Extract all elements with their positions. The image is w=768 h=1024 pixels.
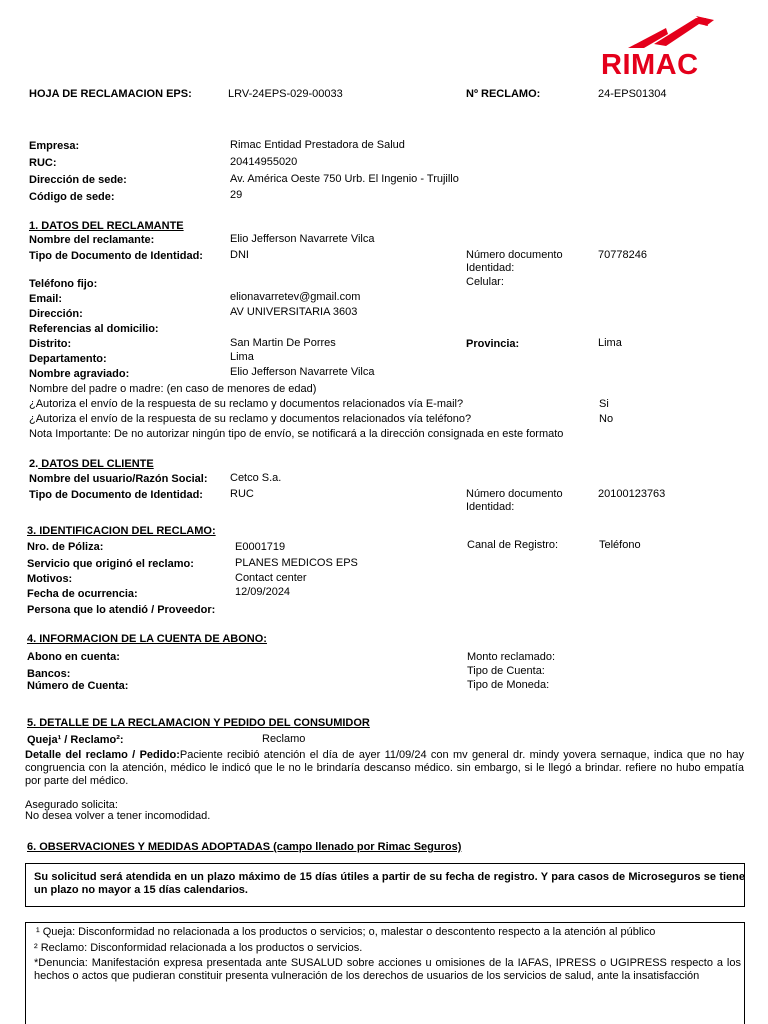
footnote-reclamo: ² Reclamo: Disconformidad relacionada a los productos o servicios. (34, 942, 363, 954)
agraviado-label: Nombre agraviado: (29, 368, 130, 380)
section-reclamante-title: 1. DATOS DEL RECLAMANTE (29, 220, 184, 232)
section-identificacion-title: 3. IDENTIFICACION DEL RECLAMO: (27, 525, 216, 537)
monto-label: Monto reclamado: (467, 651, 556, 663)
queja-reclamo-value: Reclamo (262, 733, 306, 745)
nombre-reclamante-value: Elio Jefferson Navarrete Vilca (230, 233, 375, 245)
asegurado-label: Asegurado solicita: (25, 799, 118, 811)
empresa-value: Rimac Entidad Prestadora de Salud (230, 139, 405, 151)
reclamo-label: Nº RECLAMO: (466, 88, 541, 100)
num-doc-label-2: Identidad: (466, 262, 515, 274)
codigo-sede-value: 29 (230, 189, 243, 201)
cliente-num-doc-label-2: Identidad: (466, 501, 515, 513)
detalle-paragraph (25, 749, 744, 788)
fecha-value: 12/09/2024 (235, 586, 291, 598)
codigo-sede-label: Código de sede: (29, 191, 115, 203)
hoja-label: HOJA DE RECLAMACION EPS: (29, 88, 192, 100)
section-observaciones-title: 6. OBSERVACIONES Y MEDIDAS ADOPTADAS (campo llenado por Rimac Seguros) (27, 841, 462, 853)
agraviado-value: Elio Jefferson Navarrete Vilca (230, 366, 375, 378)
cliente-tipo-doc-label: Tipo de Documento de Identidad: (29, 489, 203, 501)
nombre-usuario-value: Cetco S.a. (230, 472, 282, 484)
canal-label: Canal de Registro: (467, 539, 559, 551)
ruc-label: RUC: (29, 157, 57, 169)
nombre-usuario-label: Nombre del usuario/Razón Social: (29, 473, 208, 485)
cliente-num-doc-value: 20100123763 (598, 488, 666, 500)
referencias-label: Referencias al domicilio: (29, 323, 159, 335)
departamento-value: Lima (230, 351, 254, 363)
padre-madre-label: Nombre del padre o madre: (en caso de menores de edad) (29, 383, 317, 395)
empresa-label: Empresa: (29, 140, 80, 152)
section-abono-title: 4. INFORMACION DE LA CUENTA DE ABONO: (27, 633, 267, 645)
persona-label: Persona que lo atendió / Proveedor: (27, 604, 216, 616)
autoriza-telefono-value: No (599, 413, 614, 425)
celular-label: Celular: (466, 276, 504, 288)
section-detalle-title: 5. DETALLE DE LA RECLAMACION Y PEDIDO DEL CONSUMIDOR (27, 717, 370, 729)
tipo-doc-value: DNI (230, 249, 249, 261)
section-cliente-title (29, 458, 154, 471)
section-cliente-text: DATOS DEL CLIENTE (38, 458, 154, 470)
servicio-label: Servicio que originó el reclamo: (27, 558, 194, 570)
provincia-label: Provincia: (466, 338, 520, 350)
cliente-tipo-doc-value: RUC (230, 488, 254, 500)
fecha-label: Fecha de ocurrencia: (27, 588, 138, 600)
servicio-value: PLANES MEDICOS EPS (235, 557, 358, 569)
departamento-label: Departamento: (29, 353, 107, 365)
autoriza-email-value: Si (599, 398, 609, 410)
telefono-fijo-label: Teléfono fijo: (29, 278, 98, 290)
motivos-label: Motivos: (27, 573, 73, 585)
direccion-sede-label: Dirección de sede: (29, 174, 127, 186)
nota-importante: Nota Importante: De no autorizar ningún tipo de envío, se notificará a la dirección consignada en este formato (29, 428, 564, 440)
provincia-value: Lima (598, 337, 622, 349)
canal-value: Teléfono (599, 539, 641, 551)
section-cliente-num: 2. (29, 458, 39, 470)
poliza-label: Nro. de Póliza: (27, 541, 104, 553)
abono-label: Abono en cuenta: (27, 651, 120, 663)
reclamo-value: 24-EPS01304 (598, 88, 667, 100)
numero-cuenta-label: Número de Cuenta: (27, 680, 129, 692)
email-label: Email: (29, 293, 63, 305)
motivos-value: Contact center (235, 572, 307, 584)
ruc-value: 20414955020 (230, 156, 298, 168)
detalle-value: Paciente recibió atención el día de ayer 11/09/24 con mv general dr. mindy yovera sernaque, indica que no hay congruencia con la atención, médico le indicó que le no le brindaría descanso médico. sin embargo, si le llegó a brindar. refiere no hubo empatía por parte del médico. (25, 749, 744, 787)
tipo-moneda-label: Tipo de Moneda: (467, 679, 550, 691)
distrito-value: San Martin De Porres (230, 337, 336, 349)
bancos-label: Bancos: (27, 668, 71, 680)
distrito-label: Distrito: (29, 338, 72, 350)
queja-reclamo-label: Queja¹ / Reclamo²: (27, 734, 124, 746)
num-doc-value: 70778246 (598, 249, 647, 261)
rimac-logo-text: RIMAC (601, 49, 699, 81)
poliza-value: E0001719 (235, 541, 286, 553)
tipo-doc-label: Tipo de Documento de Identidad: (29, 250, 203, 262)
direccion-label: Dirección: (29, 308, 83, 320)
num-doc-label-1: Número documento (466, 249, 563, 261)
detalle-label: Detalle del reclamo / Pedido: (25, 749, 180, 761)
direccion-sede-value: Av. América Oeste 750 Urb. El Ingenio - Trujillo (230, 173, 459, 185)
autoriza-telefono-question: ¿Autoriza el envío de la respuesta de su reclamo y documentos relacionados vía teléfono? (29, 413, 472, 425)
footnote-queja: ¹ Queja: Disconformidad no relacionada a los productos o servicios; o, malestar o descontento respecto a la atención al público (36, 926, 656, 938)
hoja-value: LRV-24EPS-029-00033 (228, 88, 343, 100)
cliente-num-doc-label-1: Número documento (466, 488, 563, 500)
notice-text: Su solicitud será atendida en un plazo máximo de 15 días útiles a partir de su fecha de registro. Y para casos de Microseguros se tiene un plazo no mayor a 15 días calendarios. (34, 871, 745, 896)
email-value: elionavarretev@gmail.com (230, 291, 361, 303)
nombre-reclamante-label: Nombre del reclamante: (29, 234, 155, 246)
tipo-cuenta-label: Tipo de Cuenta: (467, 665, 545, 677)
footnote-denuncia: *Denuncia: Manifestación expresa presentada ante SUSALUD sobre acciones u omisiones de la IAFAS, IPRESS o UGIPRESS respecto a los hechos o actos que pudieran constituir presenta vulneración de los derechos de usuarios de los servicios de salud, ante la insatisfacción (34, 957, 741, 982)
asegurado-value: No desea volver a tener incomodidad. (25, 810, 211, 822)
autoriza-email-question: ¿Autoriza el envío de la respuesta de su reclamo y documentos relacionados vía E-mail? (29, 398, 464, 410)
direccion-value: AV UNIVERSITARIA 3603 (230, 306, 358, 318)
